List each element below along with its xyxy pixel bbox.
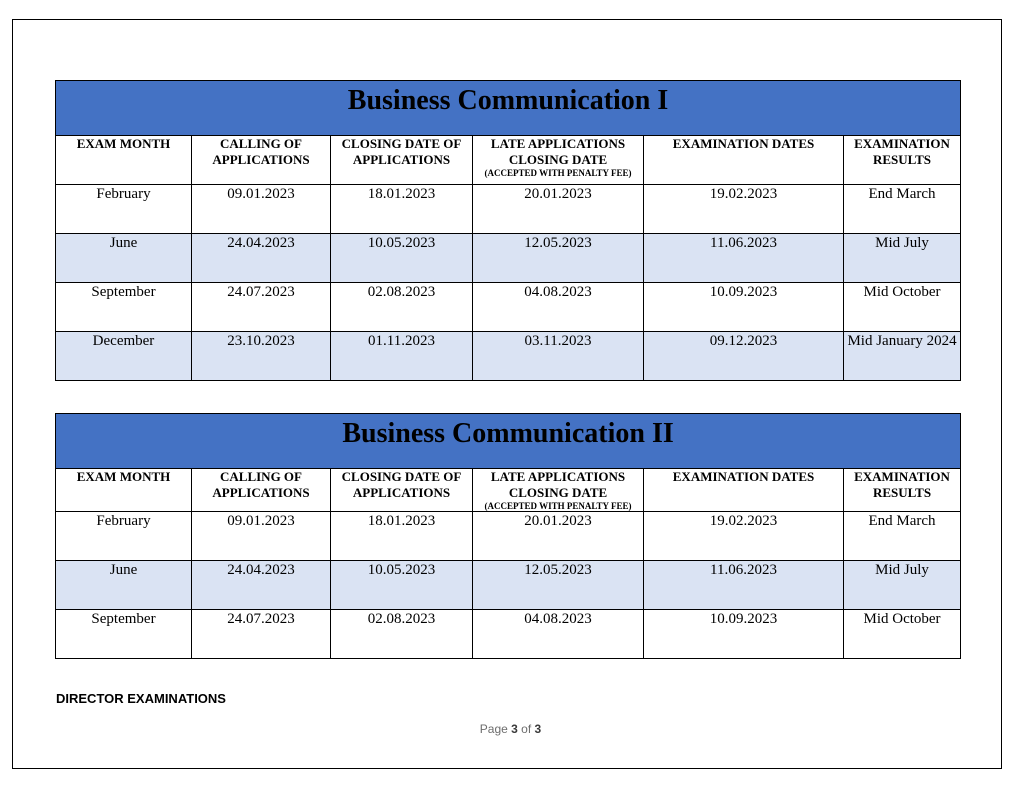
cell-closing: 10.05.2023 — [331, 234, 473, 283]
col-header-results: EXAMINATION RESULTS — [844, 136, 961, 185]
late-header-label: LATE APPLICATIONS CLOSING DATE — [490, 469, 626, 500]
cell-exam-month: September — [56, 283, 192, 332]
schedule-table-business-communication-2 — [55, 413, 961, 659]
table-row — [56, 610, 961, 659]
cell-calling: 24.07.2023 — [192, 610, 331, 659]
cell-results: Mid October — [844, 610, 961, 659]
cell-closing: 02.08.2023 — [331, 610, 473, 659]
cell-closing: 18.01.2023 — [331, 185, 473, 234]
cell-exam-month: February — [56, 512, 192, 561]
signature-director-examinations: DIRECTOR EXAMINATIONS — [56, 691, 226, 706]
col-header-exam-month: EXAM MONTH — [56, 469, 192, 512]
table-row — [56, 332, 961, 381]
header-row — [56, 469, 961, 512]
footer-of-word: of — [521, 722, 532, 736]
footer-page-word: Page — [479, 722, 508, 736]
cell-closing: 18.01.2023 — [331, 512, 473, 561]
cell-results: End March — [844, 185, 961, 234]
col-header-calling: CALLING OF APPLICATIONS — [192, 136, 331, 185]
cell-late: 04.08.2023 — [473, 610, 644, 659]
cell-closing: 10.05.2023 — [331, 561, 473, 610]
cell-results: End March — [844, 512, 961, 561]
cell-calling: 24.04.2023 — [192, 561, 331, 610]
cell-calling: 23.10.2023 — [192, 332, 331, 381]
cell-exam-date: 11.06.2023 — [644, 234, 844, 283]
cell-calling: 24.04.2023 — [192, 234, 331, 283]
header-row — [56, 136, 961, 185]
col-header-late — [473, 469, 644, 512]
cell-closing: 02.08.2023 — [331, 283, 473, 332]
cell-exam-month: December — [56, 332, 192, 381]
cell-exam-date: 11.06.2023 — [644, 561, 844, 610]
table-title: Business Communication II — [56, 414, 961, 469]
cell-calling: 09.01.2023 — [192, 185, 331, 234]
cell-results: Mid July — [844, 561, 961, 610]
cell-closing: 01.11.2023 — [331, 332, 473, 381]
col-header-exam-dates: EXAMINATION DATES — [644, 469, 844, 512]
cell-exam-month: June — [56, 234, 192, 283]
cell-exam-month: February — [56, 185, 192, 234]
footer-current-page: 3 — [511, 722, 518, 736]
table-row — [56, 185, 961, 234]
col-header-closing: CLOSING DATE OF APPLICATIONS — [331, 469, 473, 512]
cell-exam-date: 19.02.2023 — [644, 185, 844, 234]
table-title: Business Communication I — [56, 81, 961, 136]
cell-calling: 24.07.2023 — [192, 283, 331, 332]
col-header-closing: CLOSING DATE OF APPLICATIONS — [331, 136, 473, 185]
cell-late: 20.01.2023 — [473, 512, 644, 561]
cell-late: 20.01.2023 — [473, 185, 644, 234]
cell-exam-date: 10.09.2023 — [644, 610, 844, 659]
col-header-exam-month: EXAM MONTH — [56, 136, 192, 185]
page-footer — [0, 722, 1021, 736]
table-row — [56, 512, 961, 561]
cell-results: Mid October — [844, 283, 961, 332]
cell-exam-date: 10.09.2023 — [644, 283, 844, 332]
table-row — [56, 561, 961, 610]
table-row — [56, 283, 961, 332]
penalty-note: (ACCEPTED WITH PENALTY FEE) — [484, 168, 632, 178]
late-header-label: LATE APPLICATIONS CLOSING DATE — [490, 136, 626, 167]
cell-exam-month: September — [56, 610, 192, 659]
cell-results: Mid July — [844, 234, 961, 283]
col-header-late — [473, 136, 644, 185]
cell-results: Mid January 2024 — [844, 332, 961, 381]
penalty-note: (ACCEPTED WITH PENALTY FEE) — [484, 501, 632, 511]
cell-late: 12.05.2023 — [473, 234, 644, 283]
cell-calling: 09.01.2023 — [192, 512, 331, 561]
cell-exam-date: 19.02.2023 — [644, 512, 844, 561]
footer-total-pages: 3 — [534, 722, 542, 736]
table-row — [56, 234, 961, 283]
cell-exam-month: June — [56, 561, 192, 610]
cell-late: 12.05.2023 — [473, 561, 644, 610]
schedule-table-business-communication-1 — [55, 80, 961, 381]
cell-exam-date: 09.12.2023 — [644, 332, 844, 381]
col-header-results: EXAMINATION RESULTS — [844, 469, 961, 512]
cell-late: 04.08.2023 — [473, 283, 644, 332]
col-header-exam-dates: EXAMINATION DATES — [644, 136, 844, 185]
col-header-calling: CALLING OF APPLICATIONS — [192, 469, 331, 512]
cell-late: 03.11.2023 — [473, 332, 644, 381]
